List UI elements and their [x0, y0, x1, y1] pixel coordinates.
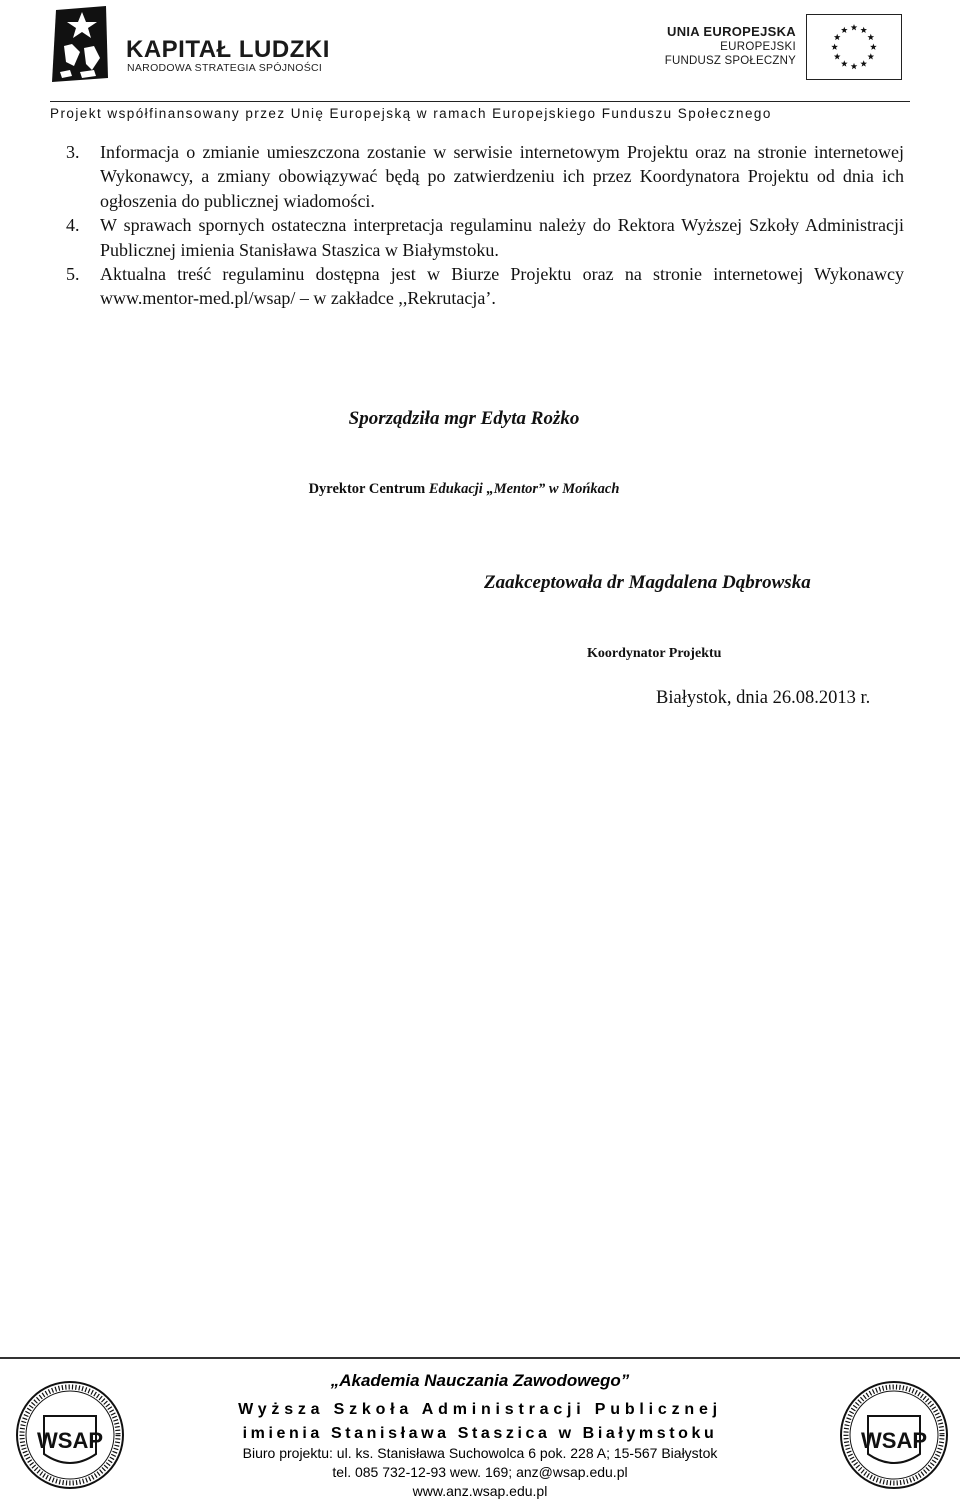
prepared-by-title	[184, 481, 744, 498]
eu-star-icon	[834, 53, 841, 59]
item-number: 3.	[66, 142, 80, 162]
prepared-by: Sporządziła mgr Edyta Rożko	[348, 408, 580, 429]
accepted-by: Zaakceptowała dr Magdalena Dąbrowska	[484, 572, 811, 593]
eu-fund-line2: FUNDUSZ SPOŁECZNY	[664, 55, 796, 67]
header-divider	[50, 101, 910, 102]
prepared-title-part-b: Edukacji „Mentor” w Mońkach	[428, 481, 620, 497]
eu-star-icon	[841, 27, 848, 33]
eu-star-icon	[851, 63, 858, 69]
kapital-ludzki-title: KAPITAŁ LUDZKI	[126, 36, 330, 63]
item-text: W sprawach spornych ostateczna interpretacja regulaminu należy do Rektora Wyższej Szkoły Administracji Publicznej imienia Stanisława Staszica w Białymstoku.	[100, 215, 904, 260]
kapital-ludzki-subtitle: NARODOWA STRATEGIA SPÓJNOŚCI	[127, 62, 323, 74]
prepared-title-part-a: Dyrektor Centrum	[308, 481, 429, 497]
eu-flag-icon	[806, 14, 902, 80]
eu-star-icon	[841, 60, 848, 66]
eu-fund-line1: EUROPEJSKI	[720, 41, 796, 53]
item-number: 5.	[66, 264, 80, 285]
eu-star-icon	[867, 53, 874, 59]
regulation-item-4	[66, 213, 904, 262]
regulation-item-5	[66, 262, 904, 311]
page-header	[0, 0, 960, 130]
svg-text:WSAP: WSAP	[37, 1428, 103, 1453]
eu-star-icon	[851, 24, 858, 30]
accepted-by-title: Koordynator Projektu	[587, 646, 722, 661]
place-and-date: Białystok, dnia 26.08.2013 r.	[656, 688, 871, 708]
eu-star-icon	[867, 34, 874, 40]
wsap-seal-icon	[14, 1376, 126, 1494]
eu-star-icon	[834, 34, 841, 40]
kapital-ludzki-emblem-icon	[50, 6, 112, 82]
cofinancing-tagline: Projekt współfinansowany przez Unię Europejską w ramach Europejskiego Funduszu Społecznego	[50, 106, 772, 121]
academy-name: „Akademia Nauczania Zawodowego”	[330, 1371, 630, 1390]
page-footer	[150, 1370, 810, 1501]
contact-info: tel. 085 732-12-93 wew. 169; anz@wsap.edu.pl	[332, 1464, 628, 1480]
item-number: 4.	[66, 215, 80, 236]
footer-divider	[0, 1357, 960, 1359]
item-text: Informacja o zmianie umieszczona zostanie w serwisie internetowym Projektu oraz na stronie internetowej Wykonawcy, a zmiany obowiązywać będą po zatwierdzeniu ich przez Koordynatora Projektu od dnia ich ogłoszenia do publicznej wiadomości.	[100, 142, 904, 211]
eu-star-icon	[860, 60, 867, 66]
school-name: Wyższa Szkoła Administracji Publicznej	[238, 1401, 722, 1418]
regulation-item-3	[66, 140, 904, 213]
item-text: Aktualna treść regulaminu dostępna jest w Biurze Projektu oraz na stronie internetowej Wykonawcy www.mentor-med.pl/wsap/ – w zakładce ,,Rekrutacja’.	[100, 264, 904, 309]
svg-text:WSAP: WSAP	[861, 1428, 927, 1453]
eu-logo-text	[658, 24, 796, 67]
eu-union-name: UNIA EUROPEJSKA	[667, 24, 796, 39]
office-address: Biuro projektu: ul. ks. Stanisława Suchowolca 6 pok. 228 A; 15-567 Białystok	[242, 1445, 718, 1461]
eu-star-icon	[870, 44, 877, 50]
kapital-ludzki-logo	[50, 6, 350, 84]
regulation-items	[66, 140, 904, 311]
wsap-seal-icon	[838, 1376, 950, 1494]
eu-star-icon	[831, 44, 838, 50]
eu-star-icon	[860, 27, 867, 33]
school-name-line2: imienia Stanisława Staszica w Białymstoku	[242, 1425, 718, 1442]
website-link[interactable]: www.anz.wsap.edu.pl	[412, 1483, 548, 1499]
